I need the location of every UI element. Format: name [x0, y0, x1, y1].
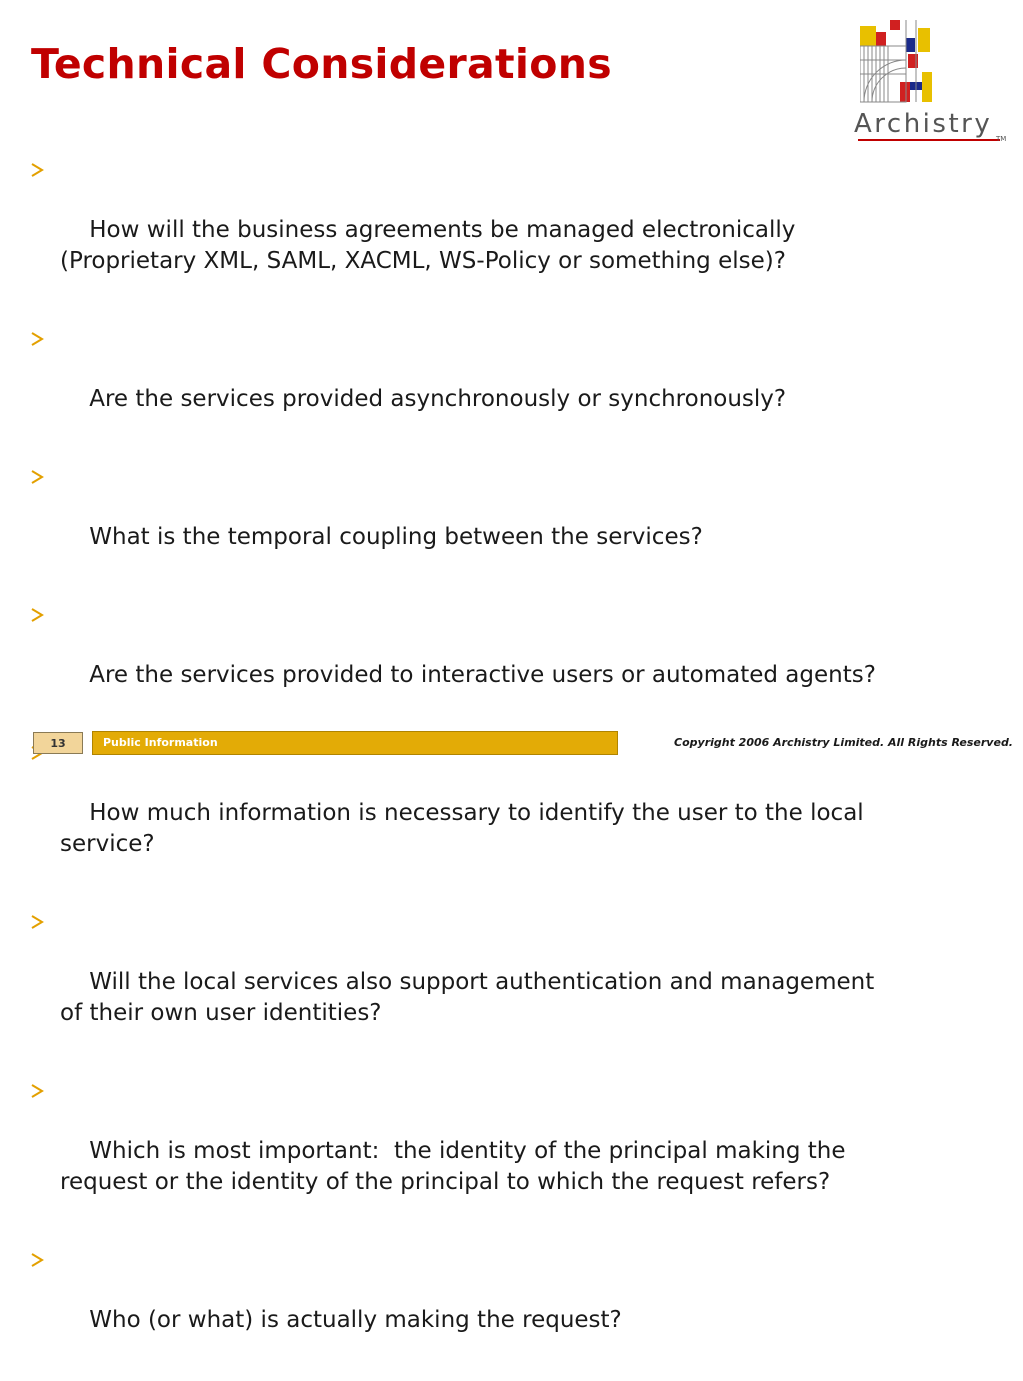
bullet-text: Are the services provided to interactive users or automated agents? [89, 662, 876, 688]
arrow-bullet-icon [30, 470, 44, 484]
bullet-text: How will the business agreements be managed electronically (Proprietary XML, SAML, XACML, WS-Policy or something else)? [60, 217, 796, 274]
bullet-text: Will the local services also support authentication and management of their own user identities? [60, 969, 875, 1026]
archistry-logo [854, 20, 1010, 150]
archistry-logo-icon [860, 20, 936, 104]
arrow-bullet-icon [30, 1253, 44, 1267]
slide-title: Technical Considerations [31, 40, 612, 88]
bullet-list [30, 153, 1005, 1381]
slide-footer [0, 729, 1023, 759]
copyright-notice: Copyright 2006 Archistry Limited. All Rights Reserved. [674, 736, 1013, 749]
logo-trademark: TM [996, 135, 1007, 143]
bullet-text: Which is most important: the identity of the principal making the request or the identity of the principal to which the request refers? [60, 1138, 846, 1195]
arrow-bullet-icon [30, 1084, 44, 1098]
bullet-item [30, 905, 1005, 1060]
bullet-item [30, 460, 1005, 584]
page-number: 13 [33, 732, 83, 754]
arrow-bullet-icon [30, 332, 44, 346]
classification-label: Public Information [92, 731, 618, 755]
bullet-text: What is the temporal coupling between the services? [89, 524, 703, 550]
bullet-item [30, 153, 1005, 308]
bullet-item [30, 1074, 1005, 1229]
bullet-text: How much information is necessary to identify the user to the local service? [60, 800, 864, 857]
bullet-item [30, 736, 1005, 891]
arrow-bullet-icon [30, 608, 44, 622]
bullet-item [30, 1243, 1005, 1367]
arrow-bullet-icon [30, 915, 44, 929]
bullet-text: Who (or what) is actually making the request? [89, 1307, 622, 1333]
logo-underline [858, 139, 1000, 141]
bullet-item [30, 322, 1005, 446]
logo-wordmark: Archistry [854, 109, 993, 139]
arrow-bullet-icon [30, 163, 44, 177]
bullet-text: Are the services provided asynchronously or synchronously? [89, 386, 787, 412]
bullet-item [30, 598, 1005, 722]
